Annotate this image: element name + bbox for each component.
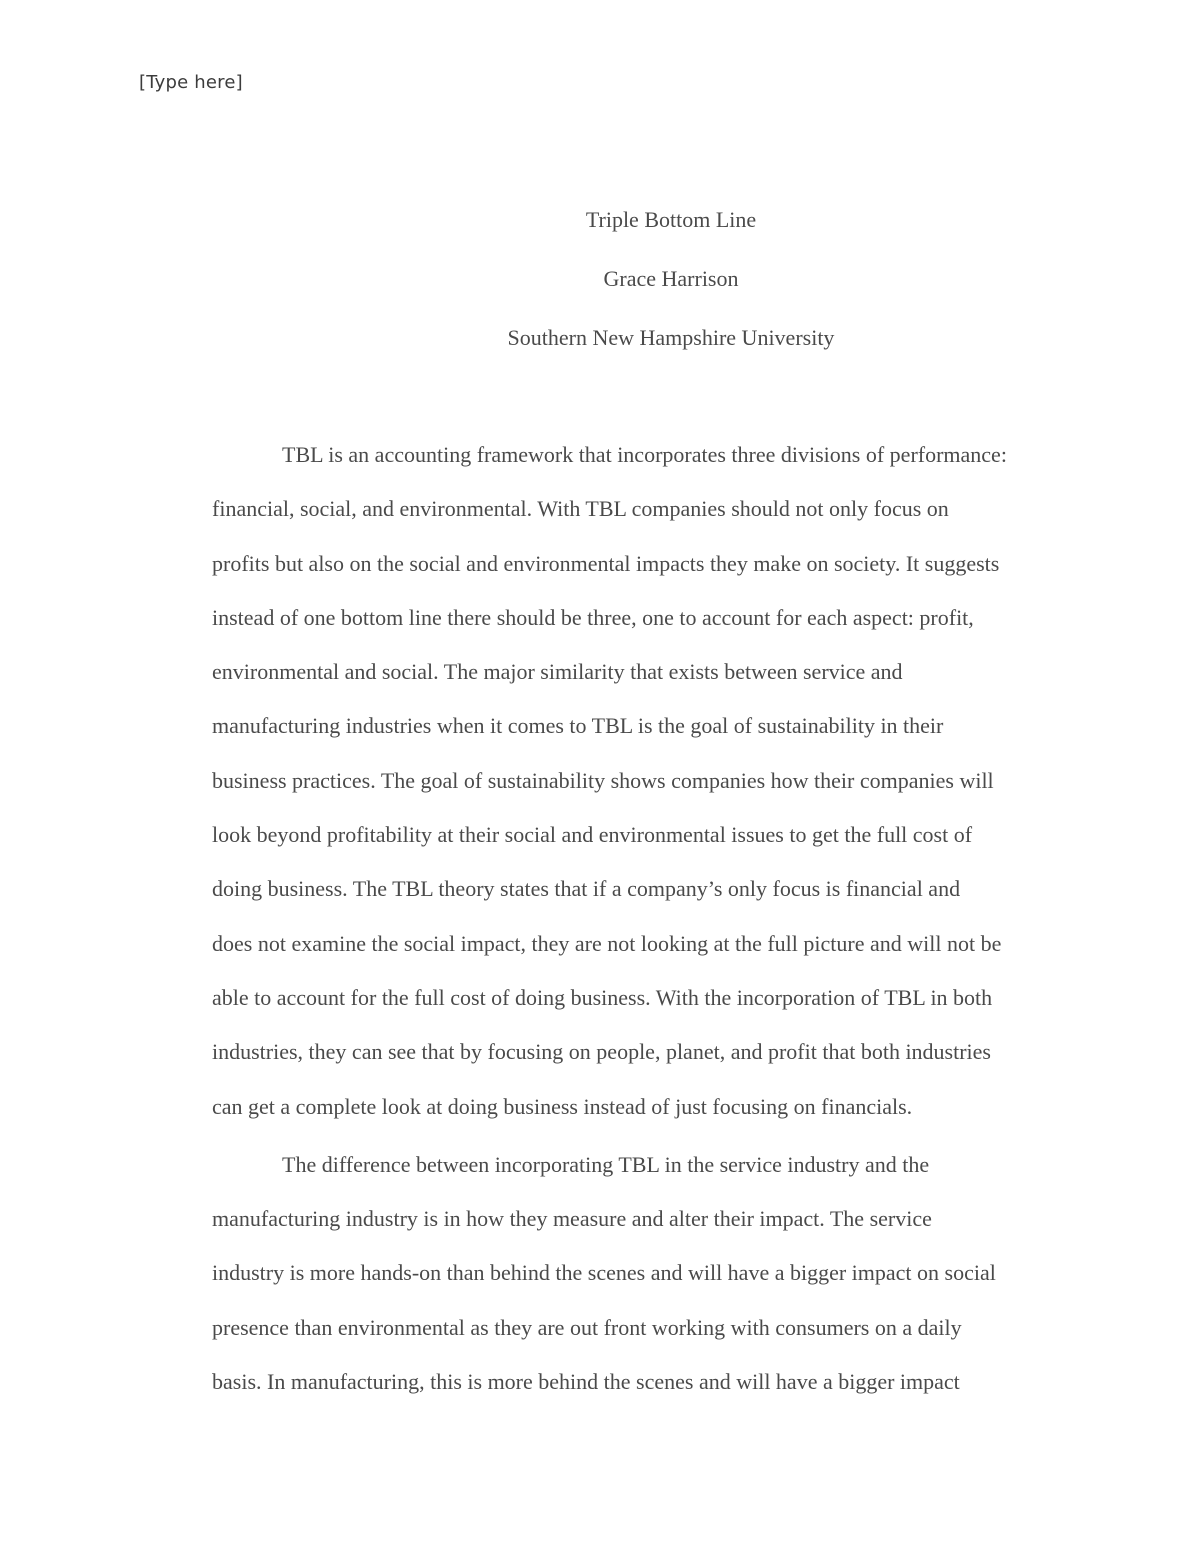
author-name: Grace Harrison <box>603 266 739 291</box>
paragraph-line: industries, they can see that by focusing on people, planet, and profit that both industries <box>212 1039 991 1065</box>
paragraph-line: instead of one bottom line there should be three, one to account for each aspect: profit, <box>212 604 974 630</box>
paragraph-line: presence than environmental as they are out front working with consumers on a daily <box>212 1314 962 1340</box>
paragraph-line: able to account for the full cost of doing business. With the incorporation of TBL in both <box>212 984 993 1010</box>
paragraph-line: look beyond profitability at their social and environmental issues to get the full cost of <box>212 822 973 848</box>
paragraph-line: financial, social, and environmental. With TBL companies should not only focus on <box>212 496 949 522</box>
paragraph-line: TBL is an accounting framework that incorporates three divisions of performance: <box>282 442 1007 467</box>
paragraph-line: industry is more hands-on than behind the scenes and will have a bigger impact on social <box>212 1260 996 1286</box>
paragraph-line: profits but also on the social and environmental impacts they make on society. It suggests <box>212 550 1000 576</box>
paper-title: Triple Bottom Line <box>585 207 757 232</box>
paragraph-line: basis. In manufacturing, this is more behind the scenes and will have a bigger impact <box>212 1369 960 1395</box>
paragraph-line: The difference between incorporating TBL in the service industry and the <box>282 1151 930 1177</box>
paragraph-line: can get a complete look at doing business instead of just focusing on financials. <box>212 1093 913 1119</box>
title-block <box>212 192 1130 369</box>
paragraph-line: manufacturing industries when it comes to TBL is the goal of sustainability in their <box>212 713 944 739</box>
institution-name: Southern New Hampshire University <box>507 325 835 350</box>
paragraph-line: business practices. The goal of sustainability shows companies how their companies will <box>212 767 994 793</box>
paragraph-line: does not examine the social impact, they are not looking at the full picture and will not be <box>212 930 1002 956</box>
paragraph-1 <box>212 428 1072 1134</box>
paragraph-2 <box>212 1138 1072 1409</box>
page-header: [Type here] <box>139 72 243 93</box>
paragraph-line: manufacturing industry is in how they measure and alter their impact. The service <box>212 1206 932 1232</box>
paragraph-line: environmental and social. The major similarity that exists between service and <box>212 659 903 685</box>
body-text <box>212 428 1072 1409</box>
paragraph-line: doing business. The TBL theory states that if a company’s only focus is financial and <box>212 876 961 902</box>
